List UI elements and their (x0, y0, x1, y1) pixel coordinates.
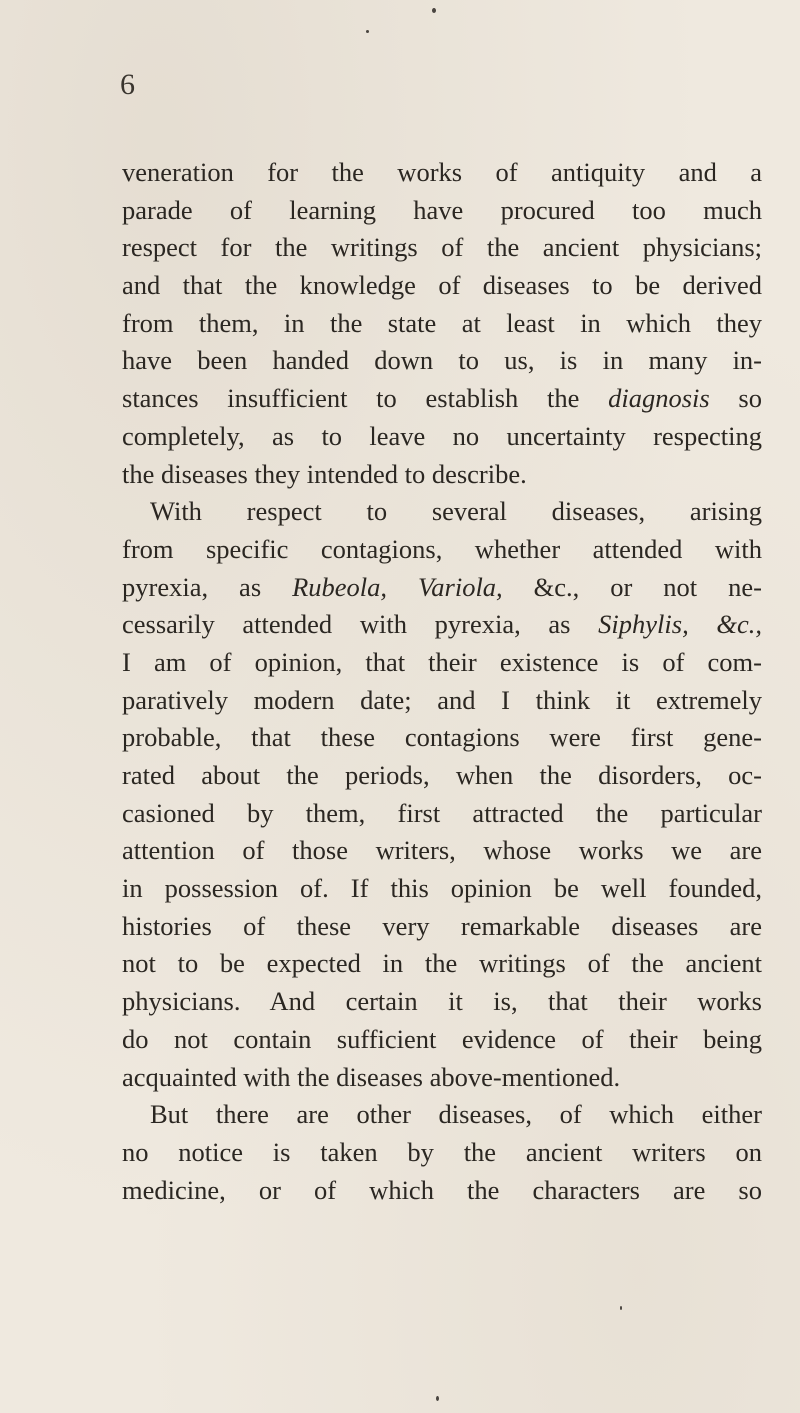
text-line (122, 945, 762, 983)
text-segment: veneration for the works of antiquity and a (122, 157, 762, 187)
italic-term: Siphylis, &c., (598, 609, 762, 640)
text-line (122, 795, 762, 833)
text-line (122, 983, 762, 1021)
text-segment: medicine, or of which the characters are so (122, 1174, 762, 1205)
text-segment: I am of opinion, that their existence is of com- (122, 646, 762, 677)
text-segment: stances insufficient to establish the (122, 383, 609, 414)
ink-speck (620, 1306, 622, 1310)
text-segment: no notice is taken by the ancient writers on (122, 1136, 762, 1167)
text-line (122, 305, 762, 343)
text-line (122, 342, 762, 380)
text-line (122, 380, 762, 418)
text-line (122, 682, 762, 720)
text-line (122, 493, 762, 531)
text-line (122, 1134, 762, 1172)
text-line (122, 456, 762, 494)
text-segment: With respect to several diseases, arising (150, 496, 762, 527)
text-segment: in possession of. If this opinion be well founded, (122, 873, 762, 904)
text-segment: do not contain sufficient evidence of their being (122, 1023, 762, 1054)
text-line (122, 1059, 762, 1097)
text-segment: pyrexia, as (122, 571, 293, 602)
text-line (122, 569, 762, 607)
text-line (122, 267, 762, 305)
ink-speck (366, 30, 369, 33)
text-segment: histories of these very remarkable diseases are (122, 910, 762, 941)
text-line (122, 832, 762, 870)
text-segment: cessarily attended with pyrexia, as (122, 609, 599, 640)
text-line (122, 719, 762, 757)
page-number: 6 (120, 68, 135, 101)
text-segment: have been handed down to us, is in many in- (122, 345, 762, 376)
text-segment: But there are other diseases, of which either (150, 1099, 762, 1130)
text-segment: from them, in the state at least in which they (122, 307, 762, 338)
text-line (122, 531, 762, 569)
text-line (122, 418, 762, 456)
text-line (122, 757, 762, 795)
text-segment: rated about the periods, when the disorders, oc- (122, 760, 762, 790)
body-text (122, 154, 762, 1209)
text-segment: paratively modern date; and I think it extremely (122, 684, 762, 715)
text-line (122, 644, 762, 682)
text-segment: the diseases they intended to describe. (122, 458, 527, 489)
text-line (122, 606, 762, 644)
ink-speck (436, 1396, 439, 1401)
text-line (122, 1172, 762, 1210)
text-line (122, 229, 762, 267)
text-segment: from specific contagions, whether attended with (122, 533, 762, 564)
text-segment: attention of those writers, whose works we are (122, 835, 762, 866)
text-segment: probable, that these contagions were first gene- (122, 722, 762, 753)
text-segment: casioned by them, first attracted the particular (122, 797, 762, 828)
text-line (122, 870, 762, 908)
text-segment: parade of learning have procured too much (122, 194, 762, 225)
text-line (122, 1021, 762, 1059)
text-line (122, 908, 762, 946)
text-segment: and that the knowledge of diseases to be derived (122, 270, 762, 301)
text-segment: not to be expected in the writings of the ancient (122, 948, 762, 979)
italic-term: diagnosis (608, 383, 710, 414)
text-line (122, 154, 762, 192)
text-segment: &c., or not ne- (502, 571, 762, 602)
italic-term: Rubeola, Variola, (292, 571, 503, 602)
ink-speck (432, 8, 436, 13)
text-line (122, 192, 762, 230)
text-segment: respect for the writings of the ancient physicians; (122, 232, 762, 263)
text-line (122, 1096, 762, 1134)
text-segment: physicians. And certain it is, that their works (122, 986, 762, 1017)
text-segment: so (709, 383, 762, 414)
text-segment: acquainted with the diseases above-mentioned. (122, 1061, 621, 1092)
text-segment: completely, as to leave no uncertainty respecting (122, 420, 762, 451)
